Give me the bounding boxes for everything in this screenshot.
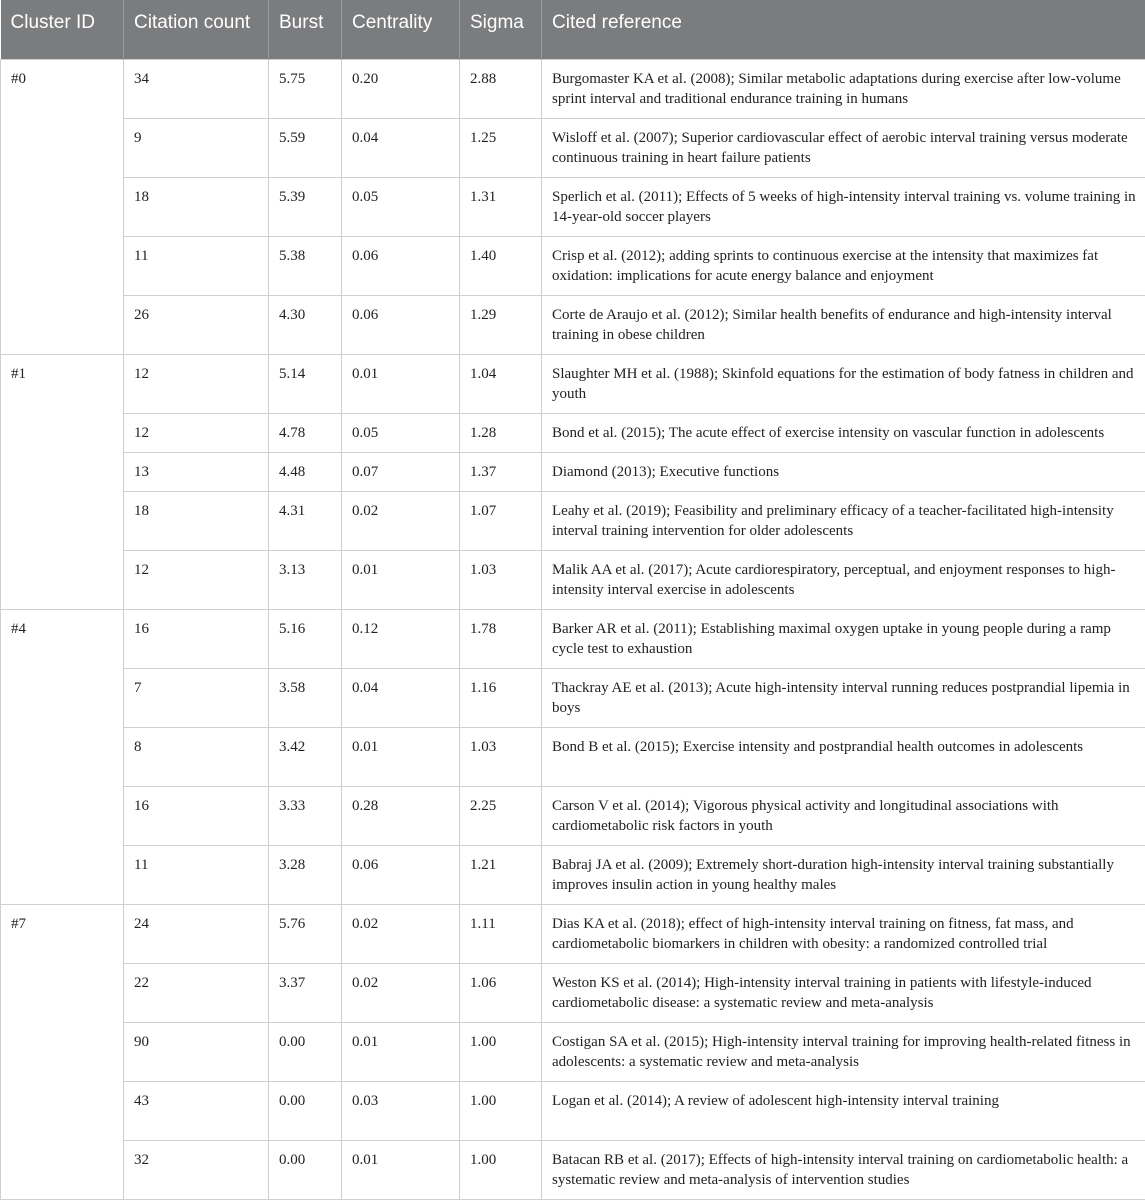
centrality-cell: 0.03 — [342, 1081, 460, 1140]
citation-count-cell: 34 — [124, 59, 269, 118]
centrality-cell: 0.04 — [342, 118, 460, 177]
table-row — [1, 1081, 1145, 1140]
cited-reference-cell: Batacan RB et al. (2017); Effects of high-intensity interval training on cardiometabolic health: a systematic review and meta-analysis of intervention studies — [542, 1140, 1145, 1199]
centrality-cell: 0.20 — [342, 59, 460, 118]
cited-reference-cell: Slaughter MH et al. (1988); Skinfold equations for the estimation of body fatness in children and youth — [542, 354, 1145, 413]
cited-reference-cell: Sperlich et al. (2011); Effects of 5 weeks of high-intensity interval training vs. volume training in 14-year-old soccer players — [542, 177, 1145, 236]
cited-reference-cell: Burgomaster KA et al. (2008); Similar metabolic adaptations during exercise after low-volume sprint interval and traditional endurance training in humans — [542, 59, 1145, 118]
citation-count-cell: 26 — [124, 295, 269, 354]
burst-cell: 4.48 — [269, 452, 342, 491]
cluster-id-cell: #7 — [1, 904, 124, 1199]
citation-count-cell: 90 — [124, 1022, 269, 1081]
citation-count-cell: 12 — [124, 354, 269, 413]
cited-reference-cell: Crisp et al. (2012); adding sprints to continuous exercise at the intensity that maximizes fat oxidation: implications for acute energy balance and enjoyment — [542, 236, 1145, 295]
header-cited-reference: Cited reference — [542, 0, 1145, 59]
cited-reference-cell: Diamond (2013); Executive functions — [542, 452, 1145, 491]
cited-reference-cell: Corte de Araujo et al. (2012); Similar health benefits of endurance and high-intensity interval training in obese children — [542, 295, 1145, 354]
table-row — [1, 668, 1145, 727]
table-row — [1, 413, 1145, 452]
cited-reference-cell: Bond et al. (2015); The acute effect of exercise intensity on vascular function in adolescents — [542, 413, 1145, 452]
burst-cell: 3.37 — [269, 963, 342, 1022]
cited-reference-cell: Thackray AE et al. (2013); Acute high-intensity interval running reduces postprandial lipemia in boys — [542, 668, 1145, 727]
table-row — [1, 236, 1145, 295]
burst-cell: 3.28 — [269, 845, 342, 904]
centrality-cell: 0.02 — [342, 904, 460, 963]
citation-count-cell: 22 — [124, 963, 269, 1022]
centrality-cell: 0.02 — [342, 491, 460, 550]
citation-count-cell: 43 — [124, 1081, 269, 1140]
sigma-cell: 1.28 — [460, 413, 542, 452]
citation-count-cell: 18 — [124, 177, 269, 236]
cited-reference-cell: Malik AA et al. (2017); Acute cardiorespiratory, perceptual, and enjoyment responses to high-intensity interval exercise in adolescents — [542, 550, 1145, 609]
sigma-cell: 1.06 — [460, 963, 542, 1022]
centrality-cell: 0.01 — [342, 354, 460, 413]
sigma-cell: 1.04 — [460, 354, 542, 413]
centrality-cell: 0.05 — [342, 177, 460, 236]
citation-count-cell: 7 — [124, 668, 269, 727]
citation-count-cell: 12 — [124, 550, 269, 609]
cited-reference-cell: Carson V et al. (2014); Vigorous physical activity and longitudinal associations with cardiometabolic risk factors in youth — [542, 786, 1145, 845]
cited-reference-cell: Bond B et al. (2015); Exercise intensity and postprandial health outcomes in adolescents — [542, 727, 1145, 786]
table-row — [1, 727, 1145, 786]
table-row — [1, 786, 1145, 845]
centrality-cell: 0.07 — [342, 452, 460, 491]
burst-cell: 5.76 — [269, 904, 342, 963]
burst-cell: 5.14 — [269, 354, 342, 413]
table-header — [1, 0, 1145, 59]
sigma-cell: 1.21 — [460, 845, 542, 904]
table-row — [1, 491, 1145, 550]
table-row — [1, 904, 1145, 963]
cited-reference-cell: Leahy et al. (2019); Feasibility and preliminary efficacy of a teacher-facilitated high-intensity interval training intervention for older adolescents — [542, 491, 1145, 550]
sigma-cell: 2.25 — [460, 786, 542, 845]
table-row — [1, 118, 1145, 177]
sigma-cell: 1.40 — [460, 236, 542, 295]
centrality-cell: 0.04 — [342, 668, 460, 727]
table-row — [1, 354, 1145, 413]
burst-cell: 5.38 — [269, 236, 342, 295]
burst-cell: 4.78 — [269, 413, 342, 452]
table-row — [1, 177, 1145, 236]
cited-reference-cell: Dias KA et al. (2018); effect of high-intensity interval training on fitness, fat mass, and cardiometabolic biomarkers in children with obesity: a randomized controlled trial — [542, 904, 1145, 963]
sigma-cell: 1.78 — [460, 609, 542, 668]
burst-cell: 3.33 — [269, 786, 342, 845]
sigma-cell: 1.07 — [460, 491, 542, 550]
centrality-cell: 0.01 — [342, 550, 460, 609]
centrality-cell: 0.01 — [342, 1140, 460, 1199]
header-citation-count: Citation count — [124, 0, 269, 59]
header-sigma: Sigma — [460, 0, 542, 59]
table-row — [1, 295, 1145, 354]
centrality-cell: 0.28 — [342, 786, 460, 845]
cited-reference-cell: Wisloff et al. (2007); Superior cardiovascular effect of aerobic interval training versus moderate continuous training in heart failure patients — [542, 118, 1145, 177]
burst-cell: 3.13 — [269, 550, 342, 609]
citation-count-cell: 9 — [124, 118, 269, 177]
table-row — [1, 452, 1145, 491]
citation-count-cell: 8 — [124, 727, 269, 786]
cited-reference-cell: Logan et al. (2014); A review of adolescent high-intensity interval training — [542, 1081, 1145, 1140]
header-burst: Burst — [269, 0, 342, 59]
burst-cell: 4.30 — [269, 295, 342, 354]
burst-cell: 0.00 — [269, 1022, 342, 1081]
burst-cell: 5.39 — [269, 177, 342, 236]
centrality-cell: 0.06 — [342, 295, 460, 354]
burst-cell: 3.58 — [269, 668, 342, 727]
burst-cell: 4.31 — [269, 491, 342, 550]
header-centrality: Centrality — [342, 0, 460, 59]
table-body — [1, 59, 1145, 1199]
sigma-cell: 1.00 — [460, 1140, 542, 1199]
centrality-cell: 0.01 — [342, 727, 460, 786]
sigma-cell: 2.88 — [460, 59, 542, 118]
citation-count-cell: 18 — [124, 491, 269, 550]
table-row — [1, 1022, 1145, 1081]
table-row — [1, 550, 1145, 609]
cluster-id-cell: #4 — [1, 609, 124, 904]
table-row — [1, 963, 1145, 1022]
burst-cell: 0.00 — [269, 1140, 342, 1199]
header-cluster-id: Cluster ID — [1, 0, 124, 59]
centrality-cell: 0.12 — [342, 609, 460, 668]
cited-reference-cell: Weston KS et al. (2014); High-intensity interval training in patients with lifestyle-induced cardiometabolic disease: a systematic review and meta-analysis — [542, 963, 1145, 1022]
sigma-cell: 1.37 — [460, 452, 542, 491]
burst-cell: 3.42 — [269, 727, 342, 786]
sigma-cell: 1.25 — [460, 118, 542, 177]
header-row — [1, 0, 1145, 59]
citation-count-cell: 11 — [124, 845, 269, 904]
cluster-id-cell: #0 — [1, 59, 124, 354]
burst-cell: 5.16 — [269, 609, 342, 668]
citation-count-cell: 24 — [124, 904, 269, 963]
centrality-cell: 0.06 — [342, 236, 460, 295]
citation-count-cell: 13 — [124, 452, 269, 491]
cited-reference-cell: Costigan SA et al. (2015); High-intensity interval training for improving health-related fitness in adolescents: a systematic review and meta-analysis — [542, 1022, 1145, 1081]
sigma-cell: 1.16 — [460, 668, 542, 727]
burst-cell: 5.75 — [269, 59, 342, 118]
sigma-cell: 1.00 — [460, 1022, 542, 1081]
sigma-cell: 1.03 — [460, 727, 542, 786]
table-row — [1, 59, 1145, 118]
table-row — [1, 1140, 1145, 1199]
centrality-cell: 0.06 — [342, 845, 460, 904]
table-row — [1, 609, 1145, 668]
burst-cell: 5.59 — [269, 118, 342, 177]
sigma-cell: 1.00 — [460, 1081, 542, 1140]
sigma-cell: 1.11 — [460, 904, 542, 963]
citation-count-cell: 12 — [124, 413, 269, 452]
table-row — [1, 845, 1145, 904]
sigma-cell: 1.29 — [460, 295, 542, 354]
citation-count-cell: 32 — [124, 1140, 269, 1199]
citation-count-cell: 16 — [124, 786, 269, 845]
sigma-cell: 1.31 — [460, 177, 542, 236]
cited-reference-cell: Barker AR et al. (2011); Establishing maximal oxygen uptake in young people during a ramp cycle test to exhaustion — [542, 609, 1145, 668]
centrality-cell: 0.01 — [342, 1022, 460, 1081]
citation-count-cell: 16 — [124, 609, 269, 668]
centrality-cell: 0.05 — [342, 413, 460, 452]
citation-count-cell: 11 — [124, 236, 269, 295]
burst-cell: 0.00 — [269, 1081, 342, 1140]
cluster-id-cell: #1 — [1, 354, 124, 609]
sigma-cell: 1.03 — [460, 550, 542, 609]
cited-reference-cell: Babraj JA et al. (2009); Extremely short-duration high-intensity interval training substantially improves insulin action in young healthy males — [542, 845, 1145, 904]
centrality-cell: 0.02 — [342, 963, 460, 1022]
